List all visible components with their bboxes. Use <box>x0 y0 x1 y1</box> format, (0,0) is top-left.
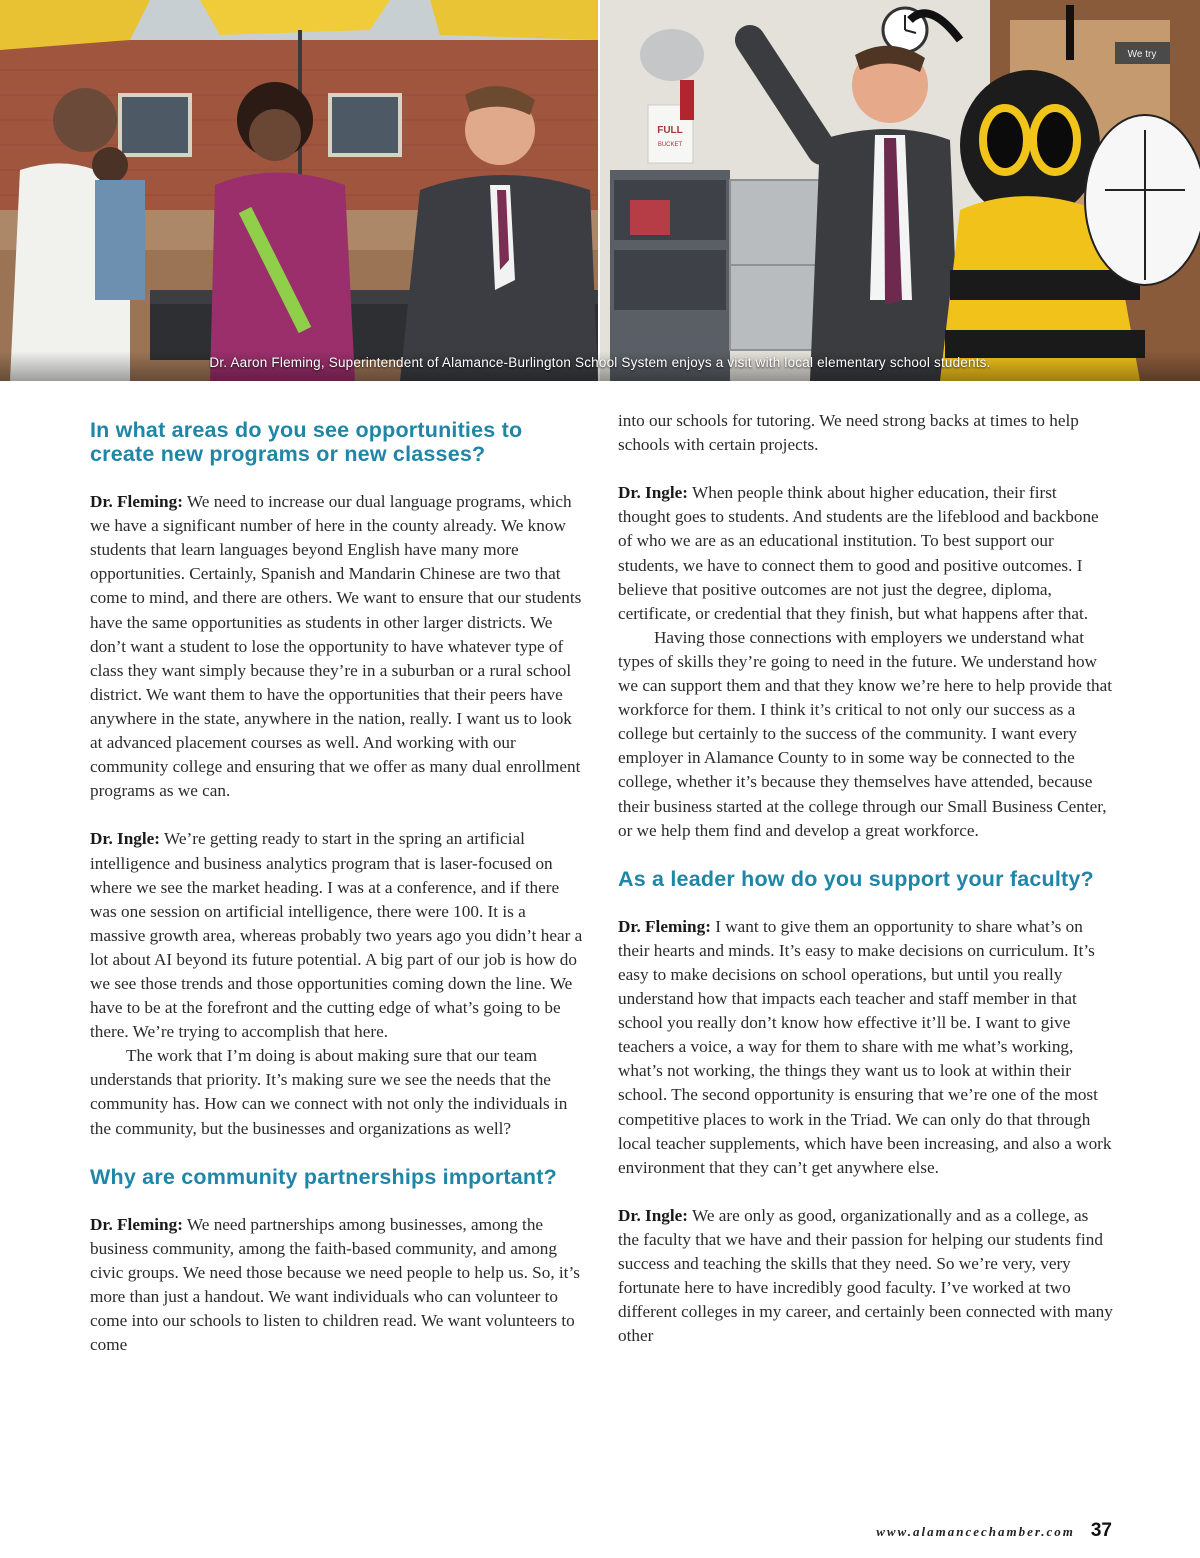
answer-ingle-faculty <box>618 1204 1113 1349</box>
book-sign-line1: FULL <box>657 125 683 136</box>
answer-text: We’re getting ready to start in the spring an artificial intelligence and business analytics program that is laser-focused on where we see the market heading. I was at a conference, and if there was one session on artificial intelligence, there were 100. It is a massive growth area, whereas probably two years ago you didn’t hear a lot about AI beyond its future potential. A big part of our job is how do we see those trends and those opportunities coming down the line. We have to be at the forefront and the cutting edge of what’s going to be there. We’re trying to accomplish that here. <box>90 829 583 1042</box>
answer-ingle-partnerships-continued: Having those connections with employers we understand what types of skills they’re going to need in the future. We understand how we can support them and that they know we’re here to help provide that workforce for them. I think it’s critical to not only our success as a college but certainly to the success of the community. I want every employer in Alamance County to in some way be connected to the college, whether it’s because they themselves have attended, because their business started at the college through our Small Business Center, or we help them find and develop a great workforce. <box>618 627 1112 840</box>
book-sign-line2: BUCKET <box>657 142 683 148</box>
speaker-label: Dr. Ingle: <box>618 1205 689 1225</box>
article-right-column <box>618 409 1113 1348</box>
speaker-label: Dr. Fleming: <box>90 492 183 512</box>
answer-ingle-partnerships <box>618 481 1113 626</box>
speaker-label: Dr. Fleming: <box>618 916 711 936</box>
answer-text: We are only as good, organizationally and as a college, as the faculty that we have and their passion for helping our students find success and teaching the skills that they need. So we’re very, very fortunate here to have incredibly good faculty. I’ve worked at two different colleges in my career, and certainly been connected with many other <box>618 1205 1113 1346</box>
answer-ingle-continued: The work that I’m doing is about making sure that our team understands that priority. It’s making sure we see the needs that the community has. How can we connect with not only the individuals in the community, but the businesses and organizations as well? <box>90 1046 568 1138</box>
answer-text: When people think about higher education, their first thought goes to students. And students are the lifeblood and backbone of who we are as an educational institution. To best support our students, we have to connect them to good and positive outcomes. I believe that positive outcomes are not just the degree, diploma, certificate, or credential that they finish, but what happens after that. <box>618 483 1099 623</box>
question-heading-faculty: As a leader how do you support your faculty? <box>618 866 1094 891</box>
answer-fleming-programs <box>90 490 585 803</box>
photo-mascot-illustration <box>600 0 1200 381</box>
answer-fleming-faculty <box>618 915 1113 1180</box>
page-footer <box>876 1520 1112 1542</box>
speaker-label: Dr. Ingle: <box>618 483 689 503</box>
speaker-label: Dr. Ingle: <box>90 829 161 849</box>
answer-ingle-programs <box>90 827 585 1044</box>
photo-mascot-hallway <box>600 0 1200 381</box>
question-heading-partnerships: Why are community partnerships important? <box>90 1164 557 1189</box>
answer-fleming-partnerships <box>90 1213 585 1358</box>
door-sign: We try <box>1127 49 1157 60</box>
article-left-column <box>90 408 585 1357</box>
speaker-label: Dr. Fleming: <box>90 1214 183 1234</box>
question-heading-new-programs: In what areas do you see opportunities to create new programs or new classes? <box>90 418 523 466</box>
footer-website-link[interactable]: www.alamancechamber.com <box>876 1524 1075 1539</box>
photo-caption: Dr. Aaron Fleming, Superintendent of Alamance-Burlington School System enjoys a visit with local elementary school students. <box>0 351 1200 381</box>
photo-students-illustration <box>0 0 598 381</box>
page-number: 37 <box>1090 1520 1112 1541</box>
answer-text: I want to give them an opportunity to share what’s on their hearts and minds. It’s easy to make decisions on curriculum. It’s easy to make decisions on school operations, but until you really understand how that impacts each teacher and staff member in that school you really don’t know how effective it’ll be. I want to give teachers a voice, a way for them to share with me what’s working, what’s not working, the things they want us to look at within their school. The second opportunity is ensuring that we’re one of the most competitive places to work in the Triad. We can only do that through local teacher supplements, which have been increasing, and also a work environment that they can’t get anywhere else. <box>618 916 1112 1177</box>
answer-text: We need partnerships among businesses, among the business community, among the faith-based community, and among civic groups. We need those because we need people to help us. So, it’s more than just a handout. We want individuals who can volunteer to come into our schools to listen to children read. We want volunteers to come <box>90 1214 580 1355</box>
photo-banner <box>0 0 1200 381</box>
photo-students-outdoors <box>0 0 598 381</box>
answer-fleming-partnerships-continued: into our schools for tutoring. We need strong backs at times to help schools with certain projects. <box>618 411 1079 455</box>
answer-text: We need to increase our dual language programs, which we have a significant number of here in the county already. We know students that learn languages beyond English have many more opportunities. Certainly, Spanish and Mandarin Chinese are two that come to mind, and there are others. We want to ensure that our students have the same opportunities as students in other larger districts. We don’t want a student to lose the opportunity to have whatever type of class they want simply because they’re in a suburban or a rural school district. We want them to have the opportunities that their peers have anywhere in the state, anywhere in the nation, really. I want us to look at advanced placement courses as well. And working with our community college and ensuring that we offer as many dual enrollment programs as we can. <box>90 492 582 801</box>
